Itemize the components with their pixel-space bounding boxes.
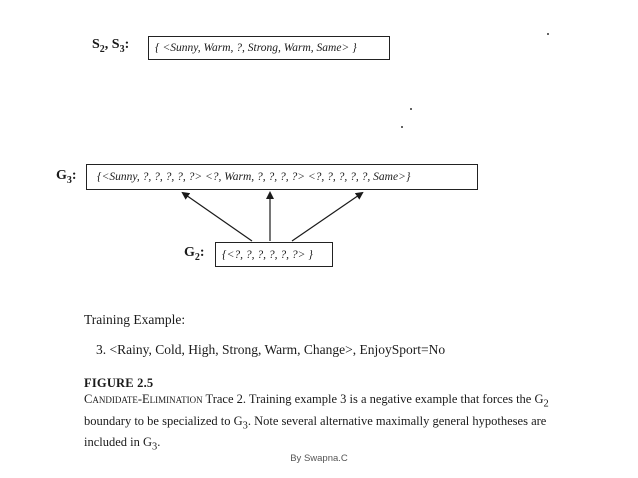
scan-speck [401, 126, 403, 128]
arrow-left [183, 193, 252, 241]
s-boundary-label: $S_2$, $S_3$: [92, 37, 130, 55]
arrow-right [292, 193, 362, 241]
training-heading: Training Example: [84, 312, 186, 327]
scan-speck [547, 33, 549, 35]
footer-credit: By Swapna.C [290, 453, 348, 464]
g2-boundary-text: {<?, ?, ?, ?, ?, ?> } [222, 248, 313, 261]
figure-title: FIGURE 2.5 [84, 376, 154, 390]
training-example: 3. <Rainy, Cold, High, Strong, Warm, Change>, EnjoySport=No [96, 342, 446, 357]
g2-boundary-label: $G_2$: [184, 245, 205, 263]
g3-boundary-text: {<Sunny, ?, ?, ?, ?, ?> <?, Warm, ?, ?, ?, ?> <?, ?, ?, ?, ?, Same>} [97, 171, 411, 183]
g3-boundary-label: $G_3$: [56, 168, 77, 186]
s-boundary-text: { <Sunny, Warm, ?, Strong, Warm, Same> } [155, 42, 357, 54]
scan-speck [410, 108, 412, 110]
figure-caption: Candidate-Elimination Trace 2. Training example 3 is a negative example that forces the $G_2$ boundary to be specialized to $G_3$. Note several alternative maximally general hypotheses are included in $G_3$. [84, 392, 549, 453]
